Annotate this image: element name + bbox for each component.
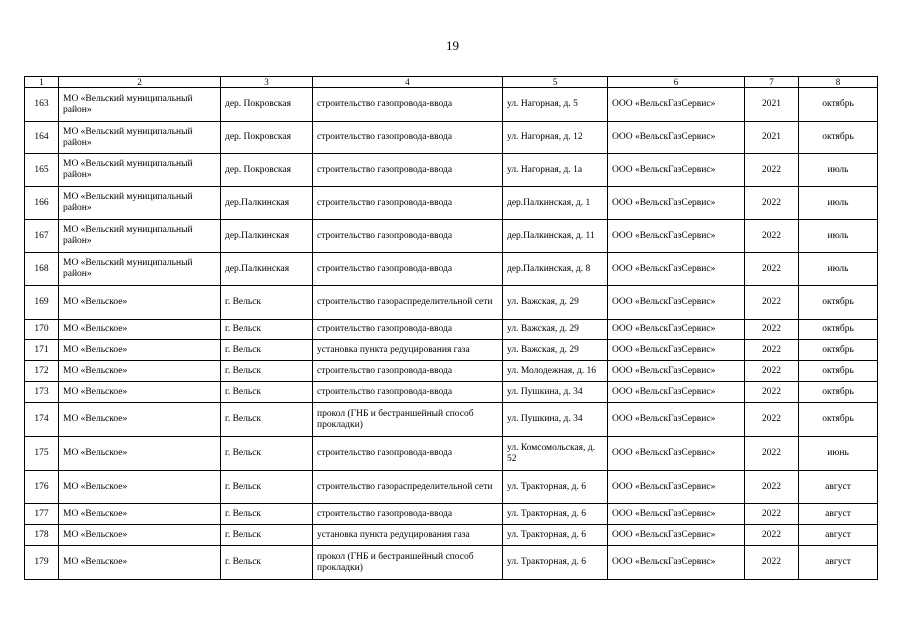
organization-cell: ООО «ВельскГазСервис» xyxy=(608,88,745,122)
table-row xyxy=(25,437,878,471)
work-type-cell: строительство газопровода-ввода xyxy=(313,154,503,187)
organization-cell: ООО «ВельскГазСервис» xyxy=(608,122,745,154)
municipality-cell: МО «Вельское» xyxy=(59,320,221,340)
address-cell: ул. Важская, д. 29 xyxy=(503,286,608,320)
settlement-cell: дер.Палкинская xyxy=(221,253,313,286)
table-row xyxy=(25,546,878,580)
column-header: 4 xyxy=(313,77,503,88)
organization-cell: ООО «ВельскГазСервис» xyxy=(608,525,745,546)
row-number-cell: 178 xyxy=(25,525,59,546)
table-row xyxy=(25,525,878,546)
month-cell: июль xyxy=(799,220,878,253)
month-cell: июль xyxy=(799,154,878,187)
organization-cell: ООО «ВельскГазСервис» xyxy=(608,320,745,340)
work-type-cell: строительство газопровода-ввода xyxy=(313,220,503,253)
table-row xyxy=(25,253,878,286)
table-row xyxy=(25,361,878,382)
address-cell: ул. Тракторная, д. 6 xyxy=(503,471,608,504)
work-type-cell: установка пункта редуцирования газа xyxy=(313,340,503,361)
municipality-cell: МО «Вельское» xyxy=(59,340,221,361)
organization-cell: ООО «ВельскГазСервис» xyxy=(608,340,745,361)
organization-cell: ООО «ВельскГазСервис» xyxy=(608,220,745,253)
organization-cell: ООО «ВельскГазСервис» xyxy=(608,361,745,382)
row-number-cell: 171 xyxy=(25,340,59,361)
address-cell: ул. Нагорная, д. 1а xyxy=(503,154,608,187)
municipality-cell: МО «Вельское» xyxy=(59,403,221,437)
municipality-cell: МО «Вельское» xyxy=(59,546,221,580)
month-cell: июль xyxy=(799,187,878,220)
address-cell: дер.Палкинская, д. 1 xyxy=(503,187,608,220)
year-cell: 2021 xyxy=(745,88,799,122)
organization-cell: ООО «ВельскГазСервис» xyxy=(608,471,745,504)
table-row xyxy=(25,403,878,437)
settlement-cell: г. Вельск xyxy=(221,504,313,525)
municipality-cell: МО «Вельское» xyxy=(59,437,221,471)
address-cell: ул. Молодежная, д. 16 xyxy=(503,361,608,382)
settlement-cell: дер. Покровская xyxy=(221,88,313,122)
settlement-cell: г. Вельск xyxy=(221,340,313,361)
work-type-cell: строительство газопровода-ввода xyxy=(313,122,503,154)
municipality-cell: МО «Вельский муниципальный район» xyxy=(59,154,221,187)
table-row xyxy=(25,154,878,187)
settlement-cell: г. Вельск xyxy=(221,471,313,504)
row-number-cell: 168 xyxy=(25,253,59,286)
row-number-cell: 175 xyxy=(25,437,59,471)
row-number-cell: 169 xyxy=(25,286,59,320)
address-cell: ул. Пушкина, д. 34 xyxy=(503,403,608,437)
year-cell: 2022 xyxy=(745,253,799,286)
work-type-cell: прокол (ГНБ и бестраншейный способ прокладки) xyxy=(313,403,503,437)
address-cell: ул. Тракторная, д. 6 xyxy=(503,525,608,546)
work-type-cell: строительство газопровода-ввода xyxy=(313,320,503,340)
row-number-cell: 164 xyxy=(25,122,59,154)
settlement-cell: дер.Палкинская xyxy=(221,220,313,253)
column-header: 2 xyxy=(59,77,221,88)
month-cell: июнь xyxy=(799,437,878,471)
address-cell: дер.Палкинская, д. 8 xyxy=(503,253,608,286)
table-row xyxy=(25,187,878,220)
address-cell: ул. Пушкина, д. 34 xyxy=(503,382,608,403)
year-cell: 2022 xyxy=(745,546,799,580)
municipality-cell: МО «Вельское» xyxy=(59,471,221,504)
column-header: 3 xyxy=(221,77,313,88)
settlement-cell: дер. Покровская xyxy=(221,122,313,154)
settlement-cell: г. Вельск xyxy=(221,403,313,437)
year-cell: 2022 xyxy=(745,320,799,340)
organization-cell: ООО «ВельскГазСервис» xyxy=(608,286,745,320)
year-cell: 2022 xyxy=(745,525,799,546)
page-number: 19 xyxy=(446,38,459,53)
municipality-cell: МО «Вельский муниципальный район» xyxy=(59,253,221,286)
year-cell: 2022 xyxy=(745,220,799,253)
settlement-cell: г. Вельск xyxy=(221,286,313,320)
column-header: 5 xyxy=(503,77,608,88)
settlement-cell: г. Вельск xyxy=(221,361,313,382)
table-body xyxy=(25,88,878,580)
row-number-cell: 176 xyxy=(25,471,59,504)
address-cell: ул. Нагорная, д. 12 xyxy=(503,122,608,154)
organization-cell: ООО «ВельскГазСервис» xyxy=(608,154,745,187)
municipality-cell: МО «Вельское» xyxy=(59,504,221,525)
table-row xyxy=(25,320,878,340)
work-type-cell: строительство газопровода-ввода xyxy=(313,187,503,220)
table-header-row xyxy=(25,77,878,88)
municipality-cell: МО «Вельское» xyxy=(59,525,221,546)
month-cell: октябрь xyxy=(799,286,878,320)
table-row xyxy=(25,88,878,122)
year-cell: 2022 xyxy=(745,154,799,187)
organization-cell: ООО «ВельскГазСервис» xyxy=(608,504,745,525)
month-cell: октябрь xyxy=(799,122,878,154)
year-cell: 2022 xyxy=(745,187,799,220)
work-type-cell: строительство газопровода-ввода xyxy=(313,253,503,286)
municipality-cell: МО «Вельский муниципальный район» xyxy=(59,187,221,220)
municipality-cell: МО «Вельское» xyxy=(59,382,221,403)
address-cell: ул. Важская, д. 29 xyxy=(503,320,608,340)
column-header: 8 xyxy=(799,77,878,88)
organization-cell: ООО «ВельскГазСервис» xyxy=(608,546,745,580)
year-cell: 2022 xyxy=(745,382,799,403)
month-cell: октябрь xyxy=(799,382,878,403)
address-cell: ул. Тракторная, д. 6 xyxy=(503,504,608,525)
month-cell: август xyxy=(799,504,878,525)
column-header: 1 xyxy=(25,77,59,88)
settlement-cell: г. Вельск xyxy=(221,320,313,340)
table-row xyxy=(25,340,878,361)
organization-cell: ООО «ВельскГазСервис» xyxy=(608,437,745,471)
work-type-cell: строительство газораспределительной сети xyxy=(313,286,503,320)
row-number-cell: 173 xyxy=(25,382,59,403)
month-cell: август xyxy=(799,525,878,546)
address-cell: ул. Комсомольская, д. 52 xyxy=(503,437,608,471)
month-cell: октябрь xyxy=(799,320,878,340)
table-row xyxy=(25,382,878,403)
work-type-cell: строительство газопровода-ввода xyxy=(313,361,503,382)
row-number-cell: 167 xyxy=(25,220,59,253)
year-cell: 2022 xyxy=(745,403,799,437)
table-row xyxy=(25,504,878,525)
column-header: 6 xyxy=(608,77,745,88)
year-cell: 2022 xyxy=(745,471,799,504)
column-header: 7 xyxy=(745,77,799,88)
year-cell: 2022 xyxy=(745,286,799,320)
month-cell: октябрь xyxy=(799,403,878,437)
month-cell: август xyxy=(799,471,878,504)
year-cell: 2022 xyxy=(745,361,799,382)
table-row xyxy=(25,220,878,253)
month-cell: июль xyxy=(799,253,878,286)
work-type-cell: строительство газораспределительной сети xyxy=(313,471,503,504)
row-number-cell: 172 xyxy=(25,361,59,382)
organization-cell: ООО «ВельскГазСервис» xyxy=(608,187,745,220)
year-cell: 2021 xyxy=(745,122,799,154)
municipality-cell: МО «Вельское» xyxy=(59,361,221,382)
month-cell: октябрь xyxy=(799,88,878,122)
row-number-cell: 166 xyxy=(25,187,59,220)
year-cell: 2022 xyxy=(745,340,799,361)
address-cell: ул. Нагорная, д. 5 xyxy=(503,88,608,122)
settlement-cell: г. Вельск xyxy=(221,382,313,403)
work-type-cell: строительство газопровода-ввода xyxy=(313,88,503,122)
table-row xyxy=(25,122,878,154)
municipality-cell: МО «Вельский муниципальный район» xyxy=(59,220,221,253)
work-type-cell: строительство газопровода-ввода xyxy=(313,382,503,403)
organization-cell: ООО «ВельскГазСервис» xyxy=(608,382,745,403)
settlement-cell: г. Вельск xyxy=(221,437,313,471)
work-type-cell: установка пункта редуцирования газа xyxy=(313,525,503,546)
settlement-cell: дер.Палкинская xyxy=(221,187,313,220)
work-type-cell: строительство газопровода-ввода xyxy=(313,504,503,525)
organization-cell: ООО «ВельскГазСервис» xyxy=(608,253,745,286)
settlement-cell: дер. Покровская xyxy=(221,154,313,187)
municipality-cell: МО «Вельский муниципальный район» xyxy=(59,88,221,122)
settlement-cell: г. Вельск xyxy=(221,525,313,546)
month-cell: август xyxy=(799,546,878,580)
row-number-cell: 177 xyxy=(25,504,59,525)
year-cell: 2022 xyxy=(745,504,799,525)
organization-cell: ООО «ВельскГазСервис» xyxy=(608,403,745,437)
address-cell: ул. Важская, д. 29 xyxy=(503,340,608,361)
municipality-cell: МО «Вельский муниципальный район» xyxy=(59,122,221,154)
table-row xyxy=(25,471,878,504)
work-type-cell: прокол (ГНБ и бестраншейный способ прокладки) xyxy=(313,546,503,580)
row-number-cell: 170 xyxy=(25,320,59,340)
month-cell: октябрь xyxy=(799,340,878,361)
row-number-cell: 163 xyxy=(25,88,59,122)
municipality-cell: МО «Вельское» xyxy=(59,286,221,320)
row-number-cell: 179 xyxy=(25,546,59,580)
work-type-cell: строительство газопровода-ввода xyxy=(313,437,503,471)
settlement-cell: г. Вельск xyxy=(221,546,313,580)
row-number-cell: 165 xyxy=(25,154,59,187)
month-cell: октябрь xyxy=(799,361,878,382)
data-table xyxy=(24,76,878,580)
address-cell: дер.Палкинская, д. 11 xyxy=(503,220,608,253)
address-cell: ул. Тракторная, д. 6 xyxy=(503,546,608,580)
table-row xyxy=(25,286,878,320)
year-cell: 2022 xyxy=(745,437,799,471)
row-number-cell: 174 xyxy=(25,403,59,437)
